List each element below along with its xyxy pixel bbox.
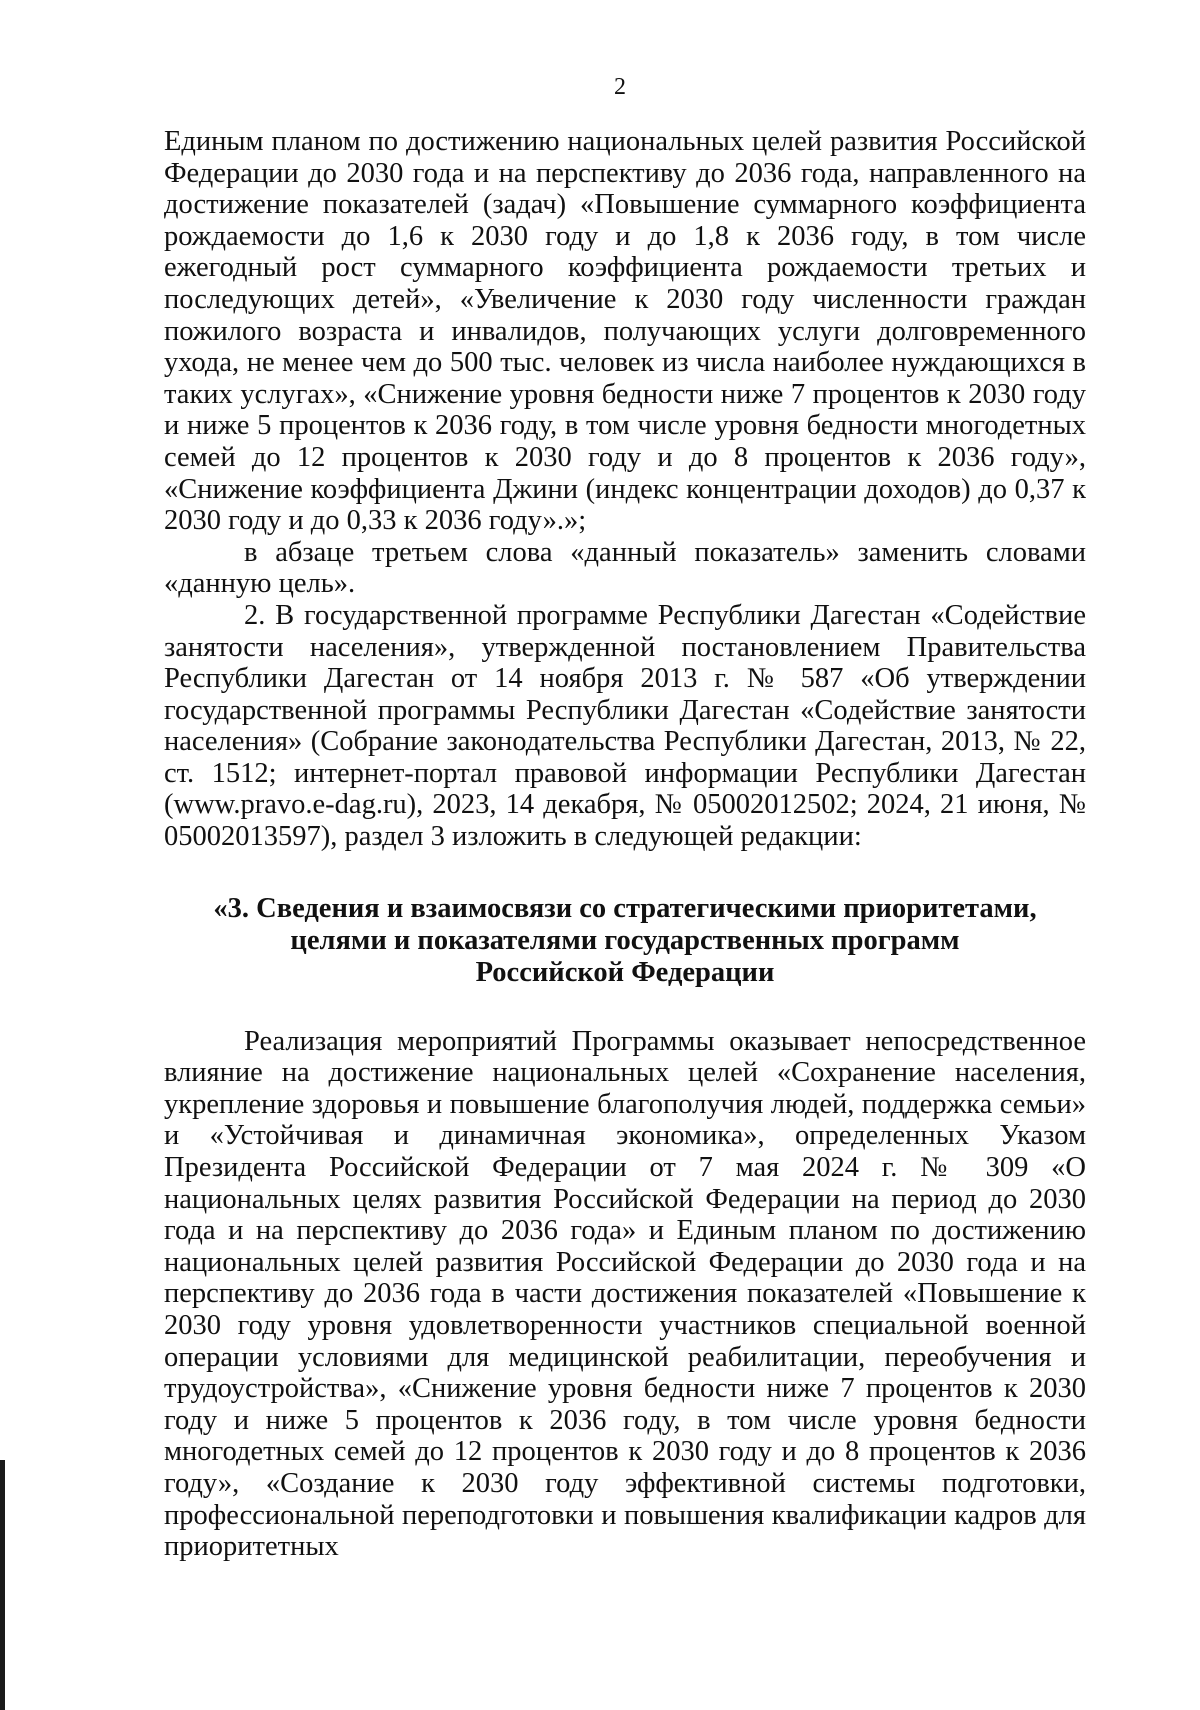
section-title-line: целями и показателями государственных программ bbox=[290, 924, 960, 956]
paragraph-item-2: 2. В государственной программе Республики Дагестан «Содействие занятости населения», утвержденной постановлением Правительства Республики Дагестан от 14 ноября 2013 г. № 587 «Об утверждении государственной программы Республики Дагестан «Содействие занятости населения» (Собрание законодательства Республики Дагестан, 2013, № 22, ст. 1512; интернет-портал правовой информации Республики Дагестан (www.pravo.e-dag.ru), 2023, 14 декабря, № 05002012502; 2024, 21 июня, № 05002013597), раздел 3 изложить в следующей редакции: bbox=[164, 599, 1086, 853]
paragraph-amendment: в абзаце третьем слова «данный показатель» заменить словами «данную цель». bbox=[164, 536, 1086, 600]
section-title bbox=[164, 893, 1086, 989]
section-title-line: «3. Сведения и взаимосвязи со стратегическими приоритетами, bbox=[213, 892, 1037, 924]
section-title-line: Российской Федерации bbox=[475, 956, 775, 988]
page-number: 2 bbox=[614, 74, 626, 100]
scan-edge-shadow bbox=[0, 1460, 5, 1710]
document-body bbox=[164, 126, 1086, 1563]
paragraph-continuation: Единым планом по достижению национальных целей развития Российской Федерации до 2030 года и на перспективу до 2036 года, направленного на достижение показателей (задач) «Повышение суммарного коэффициента рождаемости до 1,6 к 2030 году и до 1,8 к 2036 году, в том числе ежегодный рост суммарного коэффициента рождаемости третьих и последующих детей», «Увеличение к 2030 году численности граждан пожилого возраста и инвалидов, получающих услуги долговременного ухода, не менее чем до 500 тыс. человек из числа наиболее нуждающихся в таких услугах», «Снижение уровня бедности ниже 7 процентов к 2030 году и ниже 5 процентов к 2036 году, в том числе уровня бедности многодетных семей до 12 процентов к 2030 году и до 8 процентов к 2036 году», «Снижение коэффициента Джини (индекс концентрации доходов) до 0,37 к 2030 году и до 0,33 к 2036 году».»; bbox=[164, 126, 1086, 537]
paragraph-section-body: Реализация мероприятий Программы оказывает непосредственное влияние на достижение национальных целей «Сохранение населения, укрепление здоровья и повышение благополучия людей, поддержка семьи» и «Устойчивая и динамичная экономика», определенных Указом Президента Российской Федерации от 7 мая 2024 г. № 309 «О национальных целях развития Российской Федерации на период до 2030 года и на перспективу до 2036 года» и Единым планом по достижению национальных целей развития Российской Федерации до 2030 года и на перспективу до 2036 года в части достижения показателей «Повышение к 2030 году уровня удовлетворенности участников специальной военной операции условиями для медицинской реабилитации, переобучения и трудоустройства», «Снижение уровня бедности ниже 7 процентов к 2030 году и ниже 5 процентов к 2036 году, в том числе уровня бедности многодетных семей до 12 процентов к 2030 году и до 8 процентов к 2036 году», «Создание к 2030 году эффективной системы подготовки, профессиональной переподготовки и повышения квалификации кадров для приоритетных bbox=[164, 1025, 1086, 1563]
